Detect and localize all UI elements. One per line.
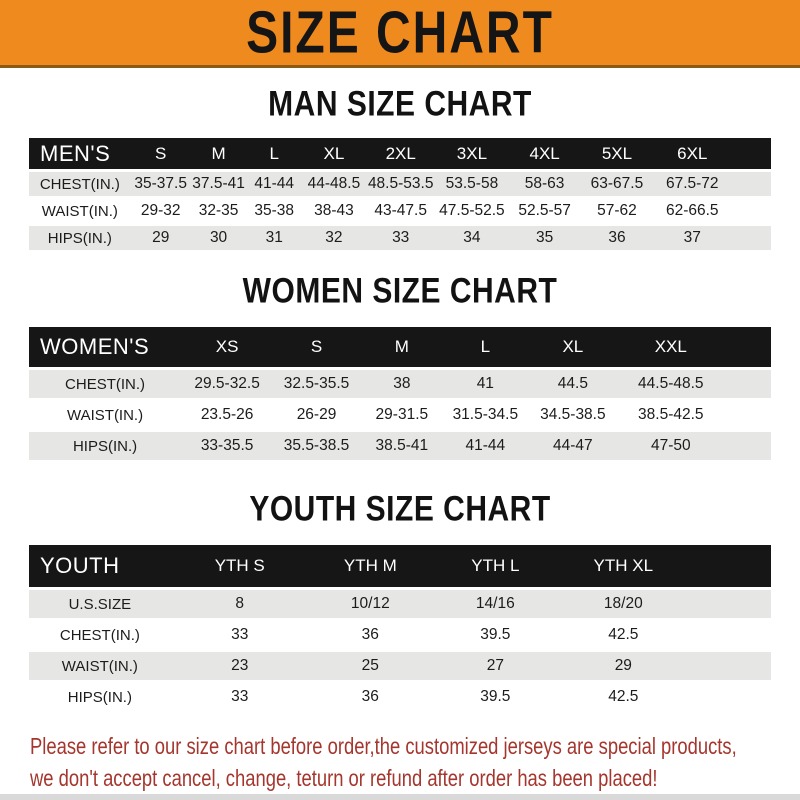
- column-header: 5XL: [581, 138, 653, 169]
- table-row: [29, 370, 771, 398]
- size-value-cell: 41-44: [246, 172, 302, 196]
- table-row: [29, 226, 771, 250]
- row-label: HIPS(IN.): [29, 683, 171, 711]
- table-row: [29, 432, 771, 460]
- size-value-cell: 29: [559, 652, 688, 680]
- size-value-cell: 58-63: [508, 172, 581, 196]
- row-label: U.S.SIZE: [29, 590, 171, 618]
- column-header: YTH M: [309, 545, 432, 587]
- row-spacer: [723, 432, 771, 460]
- size-value-cell: 8: [171, 590, 309, 618]
- table-row: [29, 199, 771, 223]
- column-header: 4XL: [508, 138, 581, 169]
- row-label: CHEST(IN.): [29, 621, 171, 649]
- table-group-label: YOUTH: [29, 545, 171, 587]
- row-label: WAIST(IN.): [29, 401, 181, 429]
- size-value-cell: 38-43: [302, 199, 366, 223]
- size-value-cell: 14/16: [432, 590, 559, 618]
- column-header: XXL: [619, 327, 723, 367]
- table-row: [29, 401, 771, 429]
- size-value-cell: 42.5: [559, 621, 688, 649]
- size-value-cell: 48.5-53.5: [366, 172, 436, 196]
- size-chart-banner: [0, 0, 800, 68]
- column-header: XL: [302, 138, 366, 169]
- row-spacer: [732, 226, 771, 250]
- disclaimer-line-1: Please refer to our size chart before order,the customized jerseys are special products,: [30, 733, 737, 759]
- header-spacer: [732, 138, 771, 169]
- row-label: HIPS(IN.): [29, 432, 181, 460]
- size-value-cell: 27: [432, 652, 559, 680]
- size-value-cell: 26-29: [273, 401, 360, 429]
- size-value-cell: 57-62: [581, 199, 653, 223]
- column-header: XL: [527, 327, 619, 367]
- size-value-cell: 36: [581, 226, 653, 250]
- size-value-cell: 29-31.5: [360, 401, 444, 429]
- size-value-cell: 33-35.5: [181, 432, 273, 460]
- column-header: L: [246, 138, 302, 169]
- size-value-cell: 36: [309, 621, 432, 649]
- size-value-cell: 34: [436, 226, 509, 250]
- size-value-cell: 39.5: [432, 621, 559, 649]
- size-value-cell: 41: [444, 370, 527, 398]
- size-value-cell: 38.5-41: [360, 432, 444, 460]
- size-value-cell: 35.5-38.5: [273, 432, 360, 460]
- row-label: HIPS(IN.): [29, 226, 131, 250]
- size-value-cell: 23.5-26: [181, 401, 273, 429]
- size-value-cell: 35: [508, 226, 581, 250]
- size-value-cell: 32-35: [191, 199, 247, 223]
- row-spacer: [723, 370, 771, 398]
- size-value-cell: 35-38: [246, 199, 302, 223]
- size-value-cell: 44.5: [527, 370, 619, 398]
- size-value-cell: 37: [653, 226, 732, 250]
- row-spacer: [723, 401, 771, 429]
- size-value-cell: 47-50: [619, 432, 723, 460]
- size-value-cell: 41-44: [444, 432, 527, 460]
- row-label: CHEST(IN.): [29, 172, 131, 196]
- column-header: YTH XL: [559, 545, 688, 587]
- size-value-cell: 33: [366, 226, 436, 250]
- size-value-cell: 44-47: [527, 432, 619, 460]
- header-spacer: [723, 327, 771, 367]
- size-value-cell: 33: [171, 683, 309, 711]
- size-value-cell: 10/12: [309, 590, 432, 618]
- table-row: [29, 621, 771, 649]
- page-title: SIZE CHART: [246, 0, 554, 66]
- column-header: 2XL: [366, 138, 436, 169]
- youth-size-table: [29, 542, 771, 714]
- table-header-row: [29, 327, 771, 367]
- youth-section-heading: YOUTH SIZE CHART: [249, 489, 551, 529]
- row-spacer: [688, 621, 771, 649]
- row-spacer: [688, 683, 771, 711]
- row-spacer: [732, 199, 771, 223]
- size-value-cell: 31: [246, 226, 302, 250]
- table-row: [29, 683, 771, 711]
- size-value-cell: 44.5-48.5: [619, 370, 723, 398]
- table-header-row: [29, 545, 771, 587]
- column-header: L: [444, 327, 527, 367]
- column-header: YTH L: [432, 545, 559, 587]
- column-header: 3XL: [436, 138, 509, 169]
- size-value-cell: 42.5: [559, 683, 688, 711]
- bottom-edge-strip: [0, 794, 800, 800]
- size-value-cell: 31.5-34.5: [444, 401, 527, 429]
- row-label: WAIST(IN.): [29, 199, 131, 223]
- row-label: CHEST(IN.): [29, 370, 181, 398]
- table-row: [29, 652, 771, 680]
- men-section-heading: MAN SIZE CHART: [268, 84, 532, 124]
- row-label: WAIST(IN.): [29, 652, 171, 680]
- size-value-cell: 44-48.5: [302, 172, 366, 196]
- size-value-cell: 38.5-42.5: [619, 401, 723, 429]
- size-value-cell: 62-66.5: [653, 199, 732, 223]
- women-size-table: [29, 324, 771, 463]
- table-group-label: WOMEN'S: [29, 327, 181, 367]
- row-spacer: [732, 172, 771, 196]
- size-value-cell: 67.5-72: [653, 172, 732, 196]
- size-value-cell: 32: [302, 226, 366, 250]
- row-spacer: [688, 590, 771, 618]
- size-value-cell: 18/20: [559, 590, 688, 618]
- column-header: XS: [181, 327, 273, 367]
- header-spacer: [688, 545, 771, 587]
- row-spacer: [688, 652, 771, 680]
- column-header: S: [131, 138, 191, 169]
- column-header: M: [191, 138, 247, 169]
- disclaimer-text: [30, 730, 800, 794]
- table-header-row: [29, 138, 771, 169]
- size-value-cell: 30: [191, 226, 247, 250]
- size-value-cell: 32.5-35.5: [273, 370, 360, 398]
- table-row: [29, 172, 771, 196]
- table-row: [29, 590, 771, 618]
- size-value-cell: 43-47.5: [366, 199, 436, 223]
- size-value-cell: 52.5-57: [508, 199, 581, 223]
- size-value-cell: 37.5-41: [191, 172, 247, 196]
- size-value-cell: 63-67.5: [581, 172, 653, 196]
- size-value-cell: 47.5-52.5: [436, 199, 509, 223]
- size-value-cell: 29.5-32.5: [181, 370, 273, 398]
- disclaimer-line-2: we don't accept cancel, change, teturn or refund after order has been placed!: [30, 765, 658, 791]
- men-size-table: [29, 135, 771, 253]
- column-header: YTH S: [171, 545, 309, 587]
- size-value-cell: 35-37.5: [131, 172, 191, 196]
- size-value-cell: 29-32: [131, 199, 191, 223]
- column-header: 6XL: [653, 138, 732, 169]
- size-value-cell: 29: [131, 226, 191, 250]
- table-group-label: MEN'S: [29, 138, 131, 169]
- size-value-cell: 36: [309, 683, 432, 711]
- size-value-cell: 23: [171, 652, 309, 680]
- size-value-cell: 33: [171, 621, 309, 649]
- column-header: M: [360, 327, 444, 367]
- women-section-heading: WOMEN SIZE CHART: [242, 271, 558, 311]
- size-value-cell: 25: [309, 652, 432, 680]
- size-value-cell: 38: [360, 370, 444, 398]
- size-value-cell: 34.5-38.5: [527, 401, 619, 429]
- size-value-cell: 53.5-58: [436, 172, 509, 196]
- column-header: S: [273, 327, 360, 367]
- size-value-cell: 39.5: [432, 683, 559, 711]
